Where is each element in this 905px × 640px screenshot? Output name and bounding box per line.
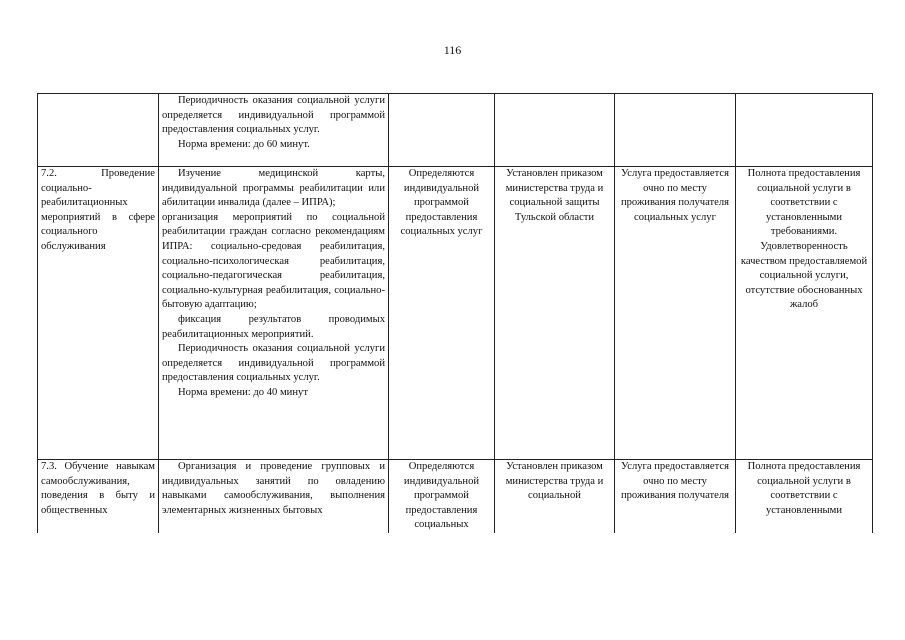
cell-text: Установлен приказом министерства труда и социальной	[505, 461, 604, 502]
description-paragraph: Изучение медицинской карты, индивидуальной программы реабилитации или абилитации инвалида (далее – ИПРА);	[162, 168, 385, 209]
service-standard-cell	[495, 460, 615, 534]
cell-text: Услуга предоставляется очно по месту проживания получателя	[620, 461, 730, 502]
description-paragraph: Организация и проведение групповых и индивидуальных занятий по овладению навыками самообслуживания, выполнения элементарных жизненных бытовых	[162, 461, 385, 516]
service-description-cell	[159, 460, 389, 534]
services-table	[37, 93, 873, 533]
service-name-cell	[38, 460, 159, 534]
table-row-7-3	[38, 460, 873, 534]
cell-text: Полнота предоставления социальной услуги в соответствии с установленными	[747, 461, 861, 516]
service-standard-cell	[495, 94, 615, 167]
description-paragraph: Периодичность оказания социальной услуги определяется индивидуальной программой предоставления социальных услуг.	[162, 343, 385, 384]
cell-text	[162, 460, 385, 533]
service-quality-cell: Полнота предоставления социальной услуги в соответствии с установленными требованиями. Удовлетворенность качеством предоставляемой социальной услуги, отсутствие обоснованных жалоб	[736, 167, 873, 460]
service-name-cell: 7.2. Проведение социально-реабилитационных мероприятий в сфере социального обслуживания	[38, 167, 159, 460]
service-conditions-cell	[615, 460, 736, 534]
service-conditions-cell: Услуга предоставляется очно по месту проживания получателя социальных услуг	[615, 167, 736, 460]
service-name-cell	[38, 94, 159, 167]
service-quality-cell	[736, 94, 873, 167]
service-volume-cell	[389, 94, 495, 167]
cell-text: 7.3. Обучение навыкам самообслуживания, поведения в быту и общественных	[41, 461, 155, 516]
service-quality-cell	[736, 460, 873, 534]
page-number: 116	[443, 43, 462, 57]
service-description-cell	[159, 167, 389, 460]
service-description-cell	[159, 94, 389, 167]
description-paragraph: Норма времени: до 60 минут.	[178, 138, 310, 150]
table-row-7-2	[38, 167, 873, 460]
service-volume-cell: Определяются индивидуальной программой предоставления социальных услуг	[389, 167, 495, 460]
service-standard-cell: Установлен приказом министерства труда и социальной защиты Тульской области	[495, 167, 615, 460]
table-row-continuation	[38, 94, 873, 167]
cell-text: Определяются индивидуальной программой предоставления социальных	[403, 461, 480, 531]
service-volume-cell	[389, 460, 495, 534]
description-paragraph: фиксация результатов проводимых реабилитационных мероприятий.	[162, 313, 385, 340]
description-paragraph: организация мероприятий по социальной реабилитации граждан согласно рекомендациям ИПРА: социально-средовая реабилитация, социально-психологическая реабилитация, социально-педагогическая реабилитация, социально-культурная реабилитация, социально-бытовую адаптацию;	[162, 211, 385, 311]
description-paragraph: Норма времени: до 40 минут	[178, 386, 308, 398]
description-paragraph: Периодичность оказания социальной услуги определяется индивидуальной программой предоставления социальных услуг.	[162, 95, 385, 136]
service-conditions-cell	[615, 94, 736, 167]
